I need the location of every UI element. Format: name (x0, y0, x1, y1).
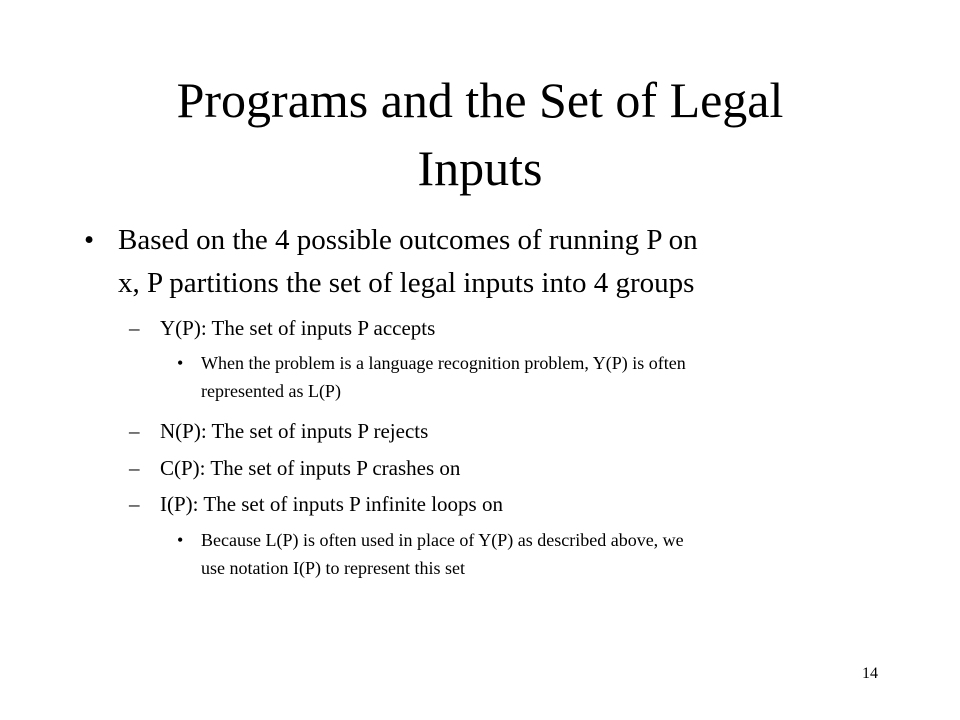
main-bullet-line-2: x, P partitions the set of legal inputs into 4 groups (118, 267, 695, 299)
bullet-icon: • (177, 530, 184, 550)
i-note (177, 528, 861, 553)
slide-title-line-1: Programs and the Set of Legal (176, 72, 784, 128)
slide-title (80, 66, 880, 202)
sub-item-n (129, 417, 860, 445)
dash-icon: – (129, 456, 140, 480)
main-bullet (84, 220, 878, 261)
sub-item-c (129, 454, 860, 482)
i-note-line-1: Because L(P) is often used in place of Y(P) as described above, we (201, 530, 684, 550)
sub-item-c-text: C(P): The set of inputs P crashes on (160, 456, 461, 480)
slide-title-line-2: Inputs (417, 140, 543, 196)
y-note-line-2: represented as L(P) (201, 381, 341, 401)
bullet-icon: • (177, 353, 184, 373)
sub-item-n-text: N(P): The set of inputs P rejects (160, 419, 429, 443)
y-note-continuation (201, 379, 861, 404)
sub-item-i (129, 490, 860, 518)
sub-item-i-text: I(P): The set of inputs P infinite loops on (160, 492, 503, 516)
bullet-icon: • (84, 224, 95, 256)
dash-icon: – (129, 419, 140, 443)
sub-item-y-text: Y(P): The set of inputs P accepts (160, 316, 436, 340)
page-number: 14 (862, 665, 878, 682)
dash-icon: – (129, 492, 140, 516)
main-bullet-continuation (118, 263, 878, 304)
main-bullet-line-1: Based on the 4 possible outcomes of running P on (118, 224, 698, 256)
i-note-line-2: use notation I(P) to represent this set (201, 558, 465, 578)
y-note-line-1: When the problem is a language recognition problem, Y(P) is often (201, 353, 686, 373)
dash-icon: – (129, 316, 140, 340)
sub-item-y (129, 314, 860, 342)
i-note-continuation (201, 556, 861, 581)
y-note (177, 351, 861, 376)
